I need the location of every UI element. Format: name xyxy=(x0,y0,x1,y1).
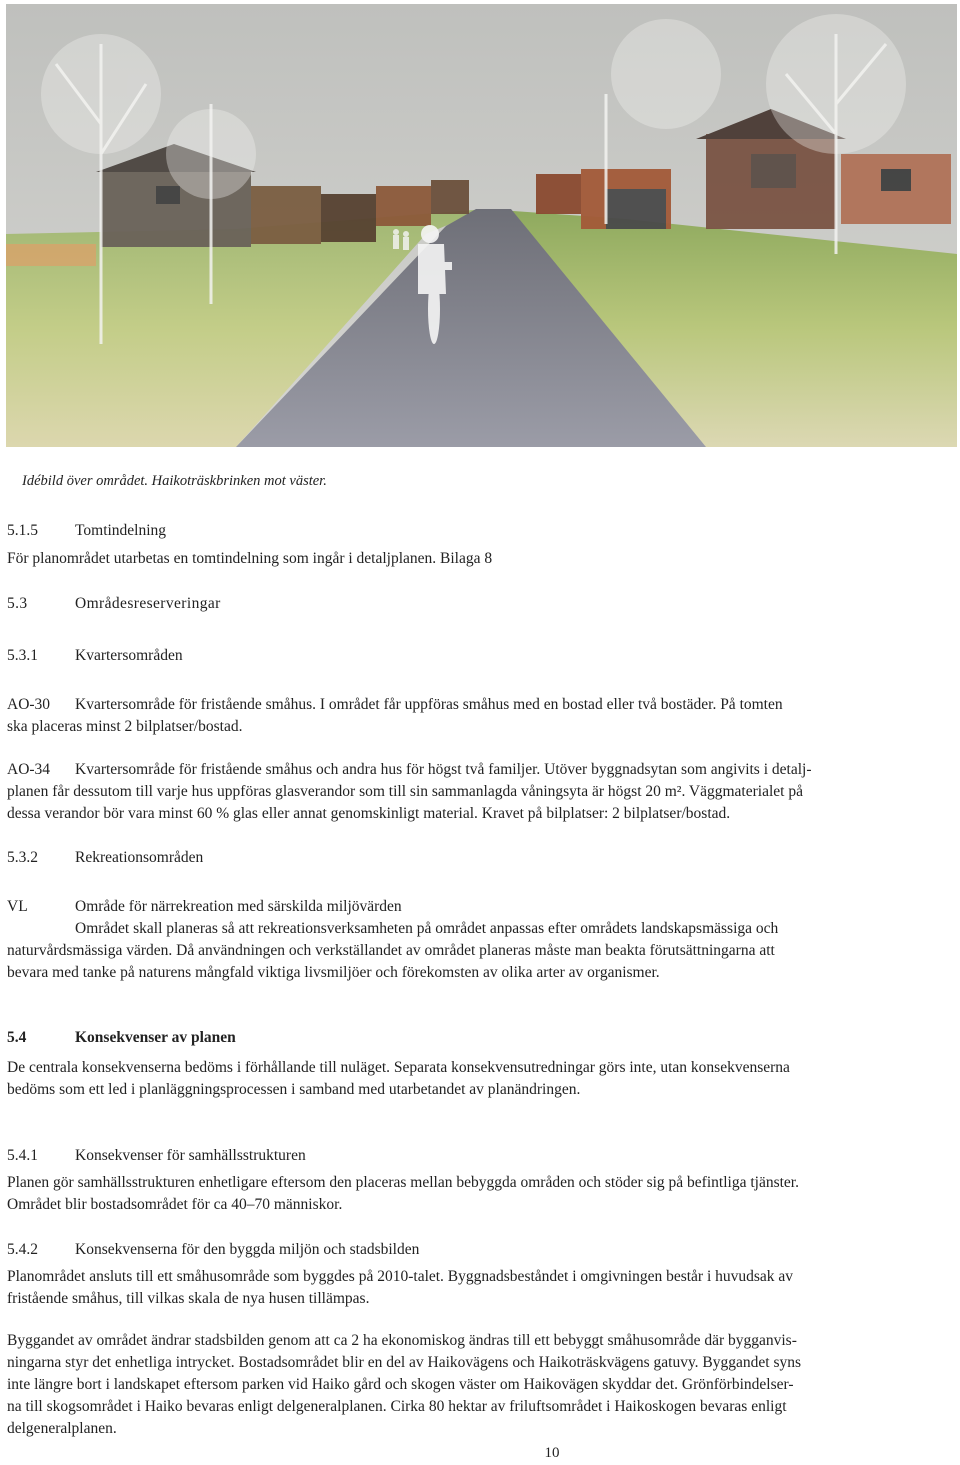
page-number: 10 xyxy=(544,1445,560,1461)
section-title: Konsekvenser av planen xyxy=(75,1029,236,1046)
s541-line1: Planen gör samhällsstrukturen enhetligare eftersom den placeras mellan bebyggda områden och stöder sig på befintliga tjänster. xyxy=(7,1174,799,1191)
s542-p2-line4: na till skogsområdet i Haiko bevaras enligt delgeneralplanen. Cirka 80 hektar av friluftsområdet i Haikoskogen bevaras enligt xyxy=(7,1398,787,1415)
section-531-heading xyxy=(7,645,183,667)
zone-text: Kvartersområde för fristående småhus. I området får uppföras småhus med en bostad eller två bostäder. På tomten xyxy=(75,696,783,713)
section-title: Områdesreserveringar xyxy=(75,595,221,612)
figure-caption: Idébild över området. Haikoträskbrinken mot väster. xyxy=(22,473,327,489)
section-title: Kvartersområden xyxy=(75,647,183,664)
section-532-heading xyxy=(7,847,203,869)
vl-heading xyxy=(7,896,402,918)
section-title: Tomtindelning xyxy=(75,522,167,539)
zone-title: Område för närrekreation med särskilda miljövärden xyxy=(75,898,402,915)
vl-line1: Området skall planeras så att rekreationsverksamheten på området anpassas efter områdets landskapsmässiga och xyxy=(75,920,779,937)
section-54-heading xyxy=(7,1027,236,1049)
section-515-heading xyxy=(7,520,166,542)
section-title: Rekreationsområden xyxy=(75,849,204,866)
s54-line2: bedöms som ett led i planläggningsprocessen i samband med utarbetandet av planändringen. xyxy=(7,1081,581,1098)
s54-line1: De centrala konsekvenserna bedöms i förhållande till nuläget. Separata konsekvensutredningar görs inte, utan konsekvenserna xyxy=(7,1059,790,1076)
s542-p1-line1: Planområdet ansluts till ett småhusområde som byggdes på 2010-talet. Byggnadsbeståndet i omgivningen består i huvudsak av xyxy=(7,1268,794,1285)
section-53-heading xyxy=(7,593,221,615)
section-number: 5.4.2 xyxy=(7,1241,38,1258)
vl-line3: bevara med tanke på naturens mångfald viktiga livsmiljöer och förekomsten av olika arter av organismer. xyxy=(7,964,660,981)
s542-p2-line5: delgeneralplanen. xyxy=(7,1420,117,1437)
ao30-line2: ska placeras minst 2 bilplatser/bostad. xyxy=(7,718,243,735)
section-title: Konsekvenserna för den byggda miljön och stadsbilden xyxy=(75,1241,420,1258)
s542-p1-line2: fristående småhus, till vilkas skala de nya husen tillämpas. xyxy=(7,1290,370,1307)
ao34-line3: dessa verandor bör vara minst 60 % glas eller annat genomskinligt material. Kravet på bilplatser: 2 bilplatser/bostad. xyxy=(7,805,731,822)
section-542-heading xyxy=(7,1239,419,1261)
zone-code: VL xyxy=(7,898,28,915)
section-number: 5.4.1 xyxy=(7,1147,38,1164)
ao34-line1 xyxy=(7,759,812,781)
vl-line2: naturvårdsmässiga värden. Då användningen och verkställandet av området planeras måste man beakta förutsättningarna att xyxy=(7,942,775,959)
section-title: Konsekvenser för samhällsstrukturen xyxy=(75,1147,306,1164)
section-number: 5.3.2 xyxy=(7,849,38,866)
section-number: 5.1.5 xyxy=(7,522,38,539)
zone-code: AO-30 xyxy=(7,696,51,713)
section-number: 5.4 xyxy=(7,1029,27,1046)
s542-p2-line3: inte längre bort i landskapet eftersom parken vid Haiko gård och skogen väster om Haikovägen skyddar det. Grönförbindelser- xyxy=(7,1376,794,1393)
section-541-heading xyxy=(7,1145,306,1167)
zone-code: AO-34 xyxy=(7,761,51,778)
section-number: 5.3 xyxy=(7,595,28,612)
section-515-body: För planområdet utarbetas en tomtindelning som ingår i detaljplanen. Bilaga 8 xyxy=(7,550,493,567)
ao34-line2: planen får dessutom till varje hus uppföras glasverandor som till sin sammanlagda våningsyta är högst 20 m². Väggmaterialet på xyxy=(7,783,803,800)
idea-illustration xyxy=(6,4,957,447)
s541-line2: Området blir bostadsområdet för ca 40–70 människor. xyxy=(7,1196,343,1213)
zone-text: Kvartersområde för fristående småhus och andra hus för högst två familjer. Utöver byggnadsytan som angivits i detalj- xyxy=(75,761,812,778)
ao30-line1 xyxy=(7,694,783,716)
section-number: 5.3.1 xyxy=(7,647,38,664)
s542-p2-line1: Byggandet av området ändrar stadsbilden genom att ca 2 ha ekonomiskog ändras till ett bebyggt småhusområde där bygganvis- xyxy=(7,1332,797,1349)
s542-p2-line2: ningarna styr det enhetliga intrycket. Bostadsområdet blir en del av Haikovägens och Haikoträskvägens gatuvy. Byggandet syns xyxy=(7,1354,802,1371)
